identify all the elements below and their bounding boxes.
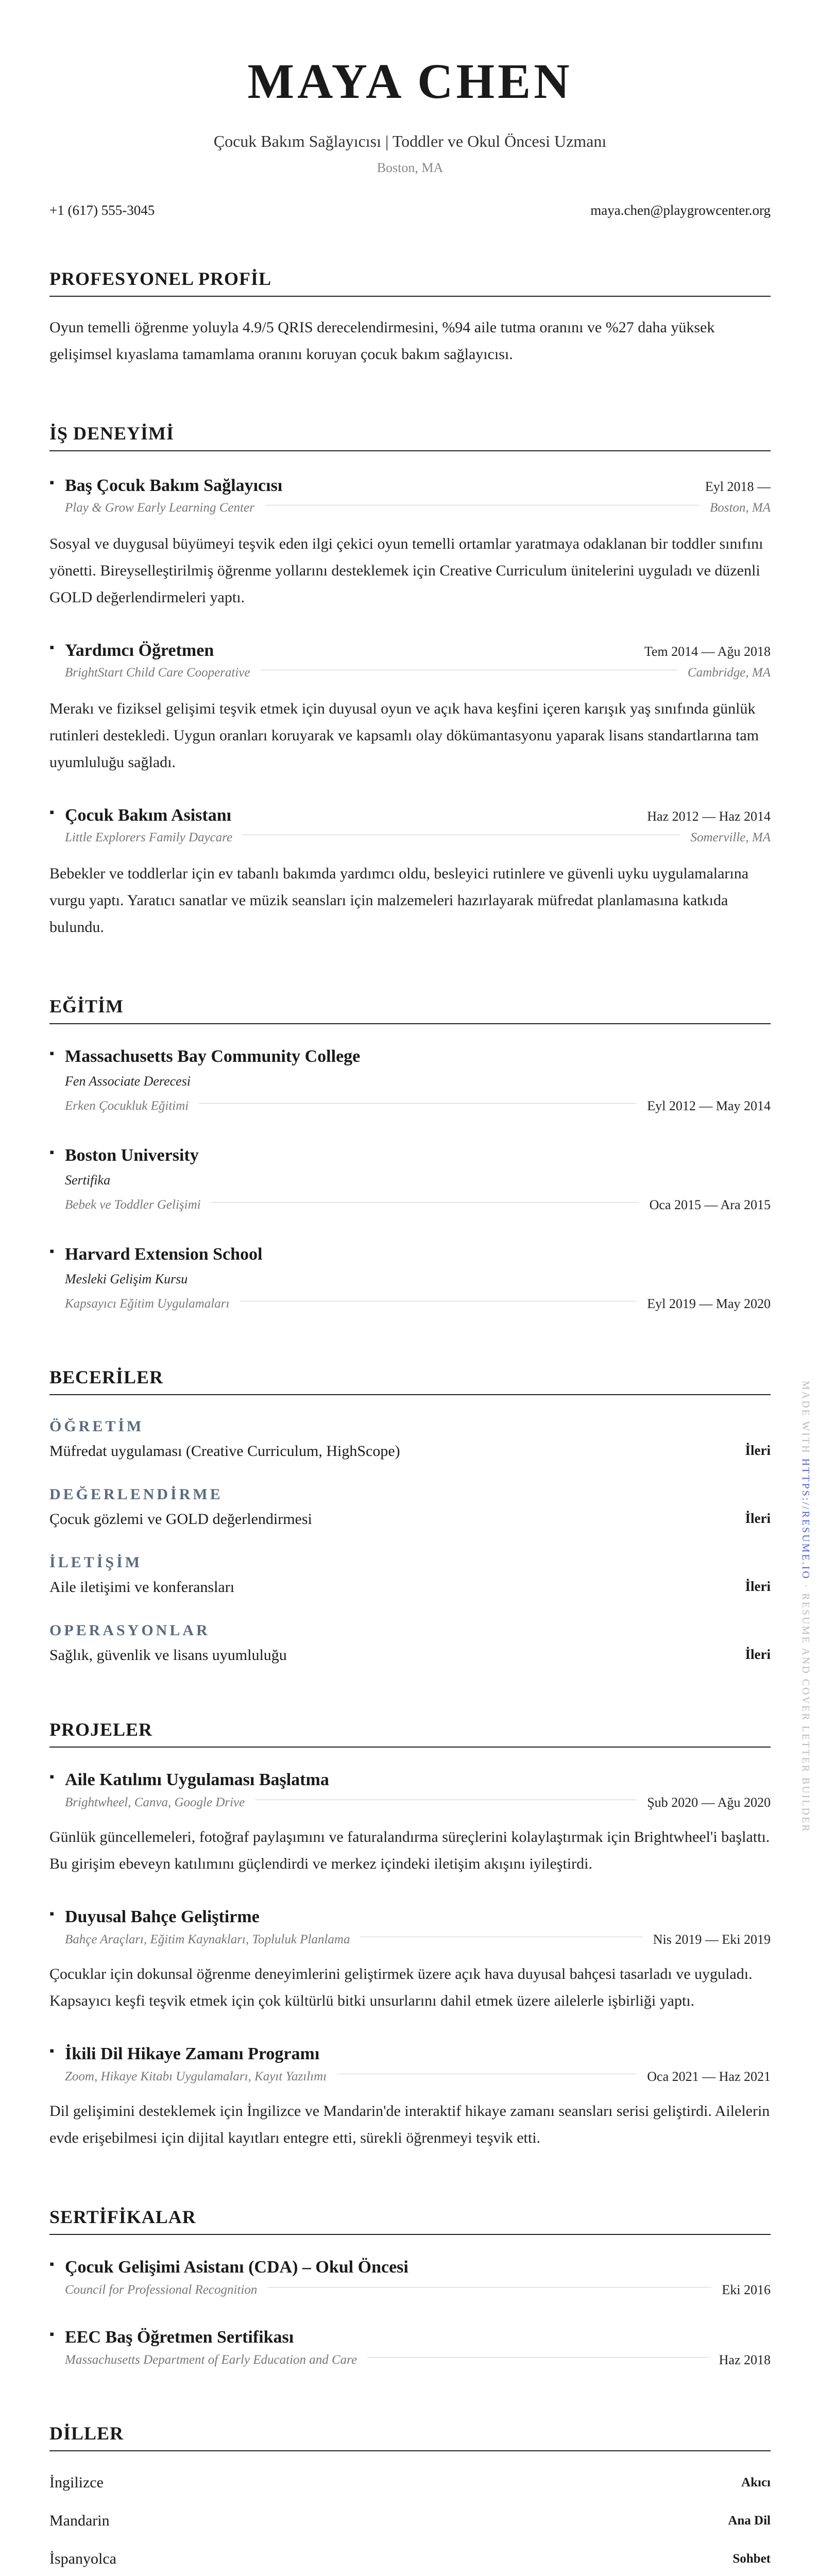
- entry-title: ▪ Baş Çocuk Bakım Sağlayıcısı: [49, 476, 282, 496]
- project-title: ▪ Aile Katılımı Uygulaması Başlatma: [49, 1770, 329, 1790]
- experience-entry: [49, 476, 771, 611]
- certification-date: Haz 2018: [719, 2352, 771, 2367]
- skills-section: [49, 1366, 771, 1664]
- project-description: Günlük güncellemeleri, fotoğraf paylaşımını ve faturalandırma süreçlerini kolaylaştırmak için Brightwheel'i başlattı. Bu girişim ebeveyn katılımını güçlendirdi ve merkez içindeki iletişim akışını iyileştirdi.: [49, 1828, 770, 1872]
- skill-category: ÖĞRETİM: [49, 1418, 144, 1435]
- field-of-study: Kapsayıcı Eğitim Uygulamaları: [65, 1297, 230, 1311]
- project-title: ▪ Duyusal Bahçe Geliştirme: [49, 1907, 260, 1927]
- project-tools: Brightwheel, Canva, Google Drive: [65, 1795, 245, 1809]
- entry-date: Haz 2012 — Haz 2014: [647, 809, 771, 824]
- languages-section: [49, 2422, 771, 2576]
- project-date: Oca 2021 — Haz 2021: [647, 2069, 771, 2084]
- entry-org: Little Explorers Family Daycare: [65, 831, 233, 844]
- languages-heading: DİLLER: [49, 2422, 771, 2451]
- entry-date: Tem 2014 — Ağu 2018: [644, 644, 771, 659]
- education-section: [49, 995, 771, 1312]
- experience-heading: İŞ DENEYİMİ: [49, 422, 771, 451]
- field-of-study: Bebek ve Toddler Gelişimi: [65, 1198, 201, 1212]
- education-date: Eyl 2012 — May 2014: [647, 1098, 771, 1113]
- language-row: [49, 2464, 771, 2502]
- entry-title: ▪ Yardımcı Öğretmen: [49, 641, 214, 660]
- language-name: İngilizce: [49, 2474, 104, 2491]
- school-name: ▪ Boston University: [49, 1146, 199, 1165]
- certification-entry: [49, 2258, 771, 2298]
- projects-section: [49, 1719, 771, 2151]
- entry-date: Eyl 2018 —: [705, 479, 771, 494]
- candidate-location: Boston, MA: [377, 160, 444, 175]
- project-date: Nis 2019 — Eki 2019: [653, 1932, 771, 1947]
- certification-issuer: Council for Professional Recognition: [65, 2283, 258, 2297]
- skills-heading: BECERİLER: [49, 1366, 771, 1395]
- school-name: ▪ Harvard Extension School: [49, 1245, 262, 1264]
- education-heading: EĞİTİM: [49, 995, 771, 1024]
- entry-org: Play & Grow Early Learning Center: [65, 501, 254, 515]
- degree: Mesleki Gelişim Kursu: [65, 1272, 188, 1286]
- project-description: Dil gelişimini desteklemek için İngilizce ve Mandarin'de interaktif hikaye zamanı seansları serisi geliştirdi. Ailelerin evde erişebilmesi için dijital kayıtları entegre etti, sürekli öğrenmeyi teşvik etti.: [49, 2103, 770, 2146]
- language-level: Ana Dil: [728, 2514, 771, 2528]
- skill-group: [49, 1554, 771, 1596]
- entry-org: BrightStart Child Care Cooperative: [65, 666, 250, 680]
- project-entry: [49, 1907, 771, 2014]
- entry-title: ▪ Çocuk Bakım Asistanı: [49, 806, 231, 825]
- project-title: ▪ İkili Dil Hikaye Zamanı Programı: [49, 2044, 319, 2064]
- language-name: Mandarin: [49, 2512, 110, 2529]
- skill-name: Müfredat uygulaması (Creative Curriculum, HighScope): [49, 1443, 400, 1460]
- certification-title: ▪ Çocuk Gelişimi Asistanı (CDA) – Okul Öncesi: [49, 2258, 408, 2277]
- skill-level: İleri: [745, 1647, 771, 1662]
- skill-name: Aile iletişimi ve konferansları: [49, 1579, 235, 1596]
- project-entry: [49, 2044, 771, 2151]
- profile-section: [49, 268, 771, 368]
- skill-group: [49, 1622, 771, 1664]
- experience-entry: [49, 806, 771, 941]
- entry-location: Somerville, MA: [690, 831, 771, 844]
- school-name: ▪ Massachusetts Bay Community College: [49, 1047, 360, 1066]
- skill-category: İLETİŞİM: [49, 1554, 143, 1571]
- job-title: Çocuk Bakım Sağlayıcısı | Toddler ve Okul Öncesi Uzmanı: [213, 132, 607, 150]
- degree: Fen Associate Derecesi: [65, 1074, 191, 1089]
- degree: Sertifika: [65, 1173, 111, 1188]
- project-entry: [49, 1770, 771, 1877]
- resume-io-link[interactable]: HTTPS://RESUME.IO: [800, 1458, 811, 1580]
- certification-entry: [49, 2328, 771, 2368]
- skill-category: OPERASYONLAR: [49, 1622, 210, 1639]
- skill-level: İleri: [745, 1511, 771, 1526]
- entry-location: Boston, MA: [709, 501, 771, 515]
- project-tools: Zoom, Hikaye Kitabı Uygulamaları, Kayıt Yazılımı: [65, 2070, 327, 2083]
- project-date: Şub 2020 — Ağu 2020: [647, 1795, 771, 1810]
- watermark-suffix: · RESUME AND COVER LETTER BUILDER: [800, 1584, 811, 1833]
- entry-description: Sosyal ve duygusal büyümeyi teşvik eden ilgi çekici oyun temelli ortamlar yaratmaya odaklanan bir toddler sınıfını yönetti. Bireyselleştirilmiş öğrenme yollarını desteklemek için Creative Curriculum ünitelerini uyguladı ve düzenli GOLD değerlendirmeleri yaptı.: [49, 535, 763, 606]
- language-level: Sohbet: [732, 2552, 771, 2566]
- entry-description: Bebekler ve toddlerlar için ev tabanlı bakımda yardımcı oldu, besleyici rutinlere ve güvenli uyku uygulamalarına vurgu yaptı. Yaratıcı sanatlar ve müzik seansları için malzemeleri hazırlayarak müfredat planlamasına katkıda bulundu.: [49, 865, 749, 936]
- entry-description: Merakı ve fiziksel gelişimi teşvik etmek için duyusal oyun ve açık hava keşfini içeren karışık yaş sınıfında günlük rutinleri destekledi. Uygun oranları koruyarak ve kapsamlı olay dökümantasyonu yaparak lisans standartlarına tam uyumluluğu sağladı.: [49, 700, 759, 771]
- education-date: Eyl 2019 — May 2020: [647, 1296, 771, 1311]
- skill-name: Çocuk gözlemi ve GOLD değerlendirmesi: [49, 1511, 312, 1528]
- entry-location: Cambridge, MA: [687, 666, 771, 680]
- resume-page: [49, 0, 771, 2576]
- skill-level: İleri: [745, 1579, 771, 1594]
- skill-group: [49, 1486, 771, 1528]
- candidate-name: MAYA CHEN: [247, 54, 573, 109]
- language-row: [49, 2540, 771, 2576]
- certifications-section: [49, 2206, 771, 2368]
- language-name: İspanyolca: [49, 2550, 116, 2567]
- project-tools: Bahçe Araçları, Eğitim Kaynakları, Topluluk Planlama: [65, 1933, 350, 1946]
- education-date: Oca 2015 — Ara 2015: [649, 1197, 771, 1212]
- education-entry: [49, 1245, 771, 1312]
- profile-heading: PROFESYONEL PROFİL: [49, 268, 771, 297]
- certifications-heading: SERTİFİKALAR: [49, 2206, 771, 2235]
- education-entry: [49, 1047, 771, 1114]
- leader-line: [199, 1103, 637, 1104]
- watermark-prefix: MADE WITH: [800, 1381, 811, 1454]
- experience-section: [49, 422, 771, 941]
- certification-issuer: Massachusetts Department of Early Education and Care: [65, 2353, 357, 2367]
- education-entry: [49, 1146, 771, 1213]
- contact-row: [49, 202, 771, 218]
- leader-line: [367, 2357, 709, 2358]
- language-row: [49, 2502, 771, 2540]
- skill-name: Sağlık, güvenlik ve lisans uyumluluğu: [49, 1647, 287, 1664]
- email-link[interactable]: maya.chen@playgrowcenter.org: [590, 202, 771, 218]
- skill-group: [49, 1418, 771, 1460]
- certification-date: Eki 2016: [722, 2282, 771, 2297]
- language-level: Akıcı: [741, 2476, 771, 2489]
- projects-heading: PROJELER: [49, 1719, 771, 1748]
- field-of-study: Erken Çocukluk Eğitimi: [65, 1099, 189, 1113]
- phone-link[interactable]: +1 (617) 555-3045: [49, 202, 155, 218]
- experience-entry: [49, 641, 771, 776]
- certification-title: ▪ EEC Baş Öğretmen Sertifikası: [49, 2328, 294, 2347]
- made-with-watermark: [799, 1381, 811, 1833]
- skill-level: İleri: [745, 1443, 771, 1458]
- skill-category: DEĞERLENDİRME: [49, 1486, 223, 1503]
- project-description: Çocuklar için dokunsal öğrenme deneyimlerini geliştirmek üzere açık hava duyusal bahçesi tasarladı ve uyguladı. Kapsayıcı keşfi teşvik etmek için çok kültürlü bitki unsurlarını dahil etmek üzere ailelerle işbirliği yaptı.: [49, 1965, 753, 2009]
- profile-text: Oyun temelli öğrenme yoluyla 4.9/5 QRIS derecelendirmesini, %94 aile tutma oranını ve %27 daha yüksek gelişimsel kıyaslama tamamlama oranını koruyan çocuk bakım sağlayıcısı.: [49, 319, 715, 363]
